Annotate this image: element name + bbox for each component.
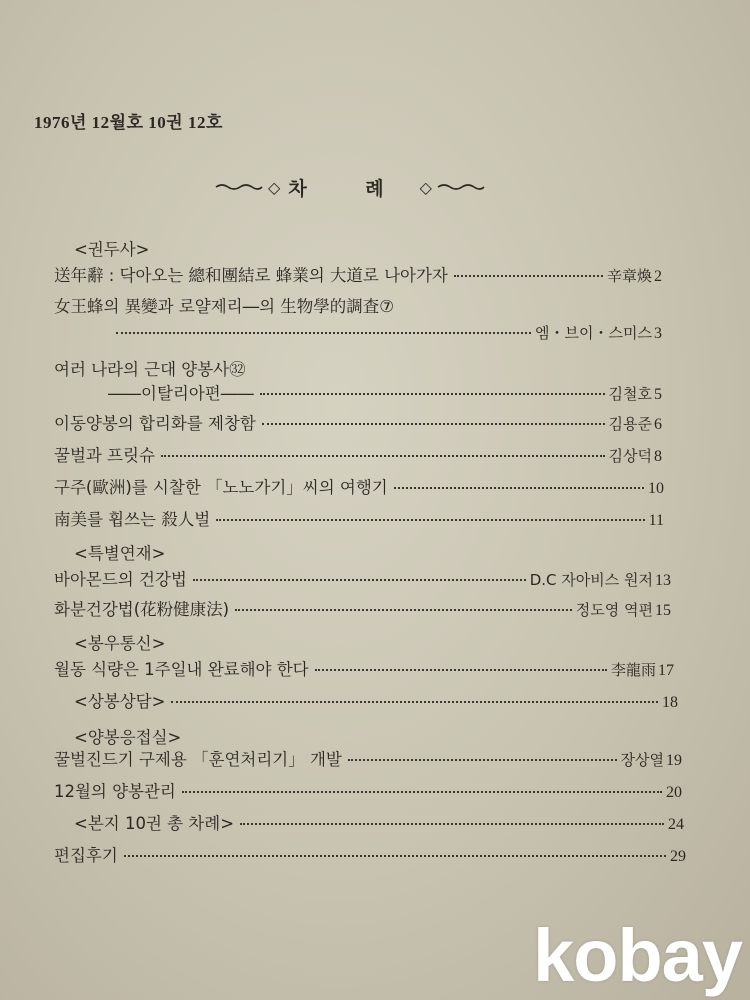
- toc-entry: [54, 442, 662, 466]
- entry-page: 24: [668, 816, 684, 833]
- toc-entry: [54, 842, 686, 866]
- issue-header: 1976년 12월호 10권 12호: [34, 113, 223, 132]
- diamond-icon: ◇: [268, 177, 281, 197]
- entry-page: 19: [666, 752, 682, 769]
- entry-subtitle: ――이탈리아편――: [108, 384, 254, 403]
- dot-leader: [182, 791, 662, 793]
- entry-page: 10: [648, 480, 664, 497]
- entry-title: 이동양봉의 합리화를 제창함: [54, 414, 256, 433]
- dot-leader: [171, 701, 658, 703]
- section-heading: <특별연재>: [74, 544, 166, 563]
- dot-leader: [116, 332, 531, 334]
- entry-title: 꿀벌과 프릿슈: [54, 446, 155, 465]
- entry-page: 13: [655, 572, 671, 589]
- toc-entry: [54, 474, 664, 498]
- dot-leader: [262, 423, 605, 425]
- toc-section-entry: [74, 810, 684, 834]
- section-heading: <봉우통신>: [74, 634, 166, 653]
- entry-author: 辛章煥: [606, 267, 652, 285]
- entry-page: 18: [662, 694, 678, 711]
- entry-title: 화분건강법(花粉健康法): [54, 600, 230, 619]
- toc-entry: [54, 746, 682, 770]
- entry-page: 17: [658, 662, 674, 679]
- section-heading: <본지 10권 총 차례>: [74, 814, 235, 833]
- entry-page: 20: [666, 784, 682, 801]
- entry-title: 12월의 양봉관리: [54, 782, 176, 801]
- diamond-icon: ◇: [419, 177, 432, 197]
- toc-section-entry: [74, 688, 678, 712]
- dot-leader: [124, 855, 666, 857]
- dot-leader: [260, 393, 605, 395]
- dot-leader: [193, 579, 526, 581]
- entry-title: 구주(歐洲)를 시찰한 「노노가기」씨의 여행기: [54, 478, 388, 497]
- section-heading: <양봉응접실>: [74, 728, 182, 747]
- toc-entry: [54, 410, 662, 434]
- entry-author: 김철호: [608, 385, 652, 403]
- entry-author: 장상열: [620, 751, 664, 769]
- entry-title: 여러 나라의 근대 양봉사㉜: [54, 360, 246, 379]
- entry-author: D.C 자아비스 원저: [529, 571, 653, 589]
- toc-entry: [54, 596, 671, 620]
- entry-author: 김상덕: [608, 447, 652, 465]
- dot-leader: [315, 669, 607, 671]
- entry-title: 편집후기: [54, 846, 118, 865]
- toc-entry: [54, 778, 682, 802]
- dot-leader: [161, 455, 605, 457]
- entry-author: 김용준: [608, 415, 652, 433]
- toc-entry: [54, 293, 662, 317]
- entry-page: 8: [654, 448, 662, 465]
- entry-title: 바아몬드의 건강법: [54, 570, 187, 589]
- dot-leader: [235, 609, 572, 611]
- entry-title: 南美를 휩쓰는 殺人벌: [54, 510, 211, 529]
- toc-entry: [54, 656, 674, 680]
- entry-page: 6: [654, 416, 662, 433]
- entry-title: 월동 식량은 1주일내 완료해야 한다: [54, 660, 309, 679]
- entry-page: 11: [648, 512, 664, 529]
- entry-page: 29: [670, 848, 686, 865]
- entry-title: 送年辭 : 닥아오는 總和團結로 蜂業의 大道로 나아가자: [54, 266, 448, 285]
- toc-entry: [54, 356, 662, 380]
- entry-page: 5: [654, 386, 662, 403]
- section-heading: <권두사>: [74, 240, 150, 259]
- entry-author: 정도영 역편: [575, 601, 653, 619]
- entry-title: 꿀벌진드기 구제용 「훈연처리기」 개발: [54, 750, 342, 769]
- toc-entry-continued: [108, 380, 662, 404]
- toc-entry: [54, 262, 662, 286]
- dot-leader: [216, 519, 644, 521]
- entry-page: 2: [654, 268, 662, 285]
- dot-leader: [454, 275, 603, 277]
- dot-leader: [240, 823, 664, 825]
- entry-page: 15: [655, 602, 671, 619]
- entry-author: 李龍雨: [610, 661, 656, 679]
- dot-leader: [394, 487, 644, 489]
- section-heading: <상봉상담>: [74, 692, 166, 711]
- toc-entry: [54, 566, 671, 590]
- watermark-logo: kobay: [533, 914, 742, 997]
- entry-title: 女王蜂의 異變과 로얄제리―의 生物學的調査⑦: [54, 297, 395, 316]
- dot-leader: [348, 759, 617, 761]
- entry-page: 3: [654, 325, 662, 342]
- toc-entry: [54, 506, 664, 530]
- toc-entry-continued: [116, 322, 662, 346]
- entry-author: 엠・브이・스미스: [535, 324, 652, 342]
- toc-title: 차 례: [288, 177, 410, 200]
